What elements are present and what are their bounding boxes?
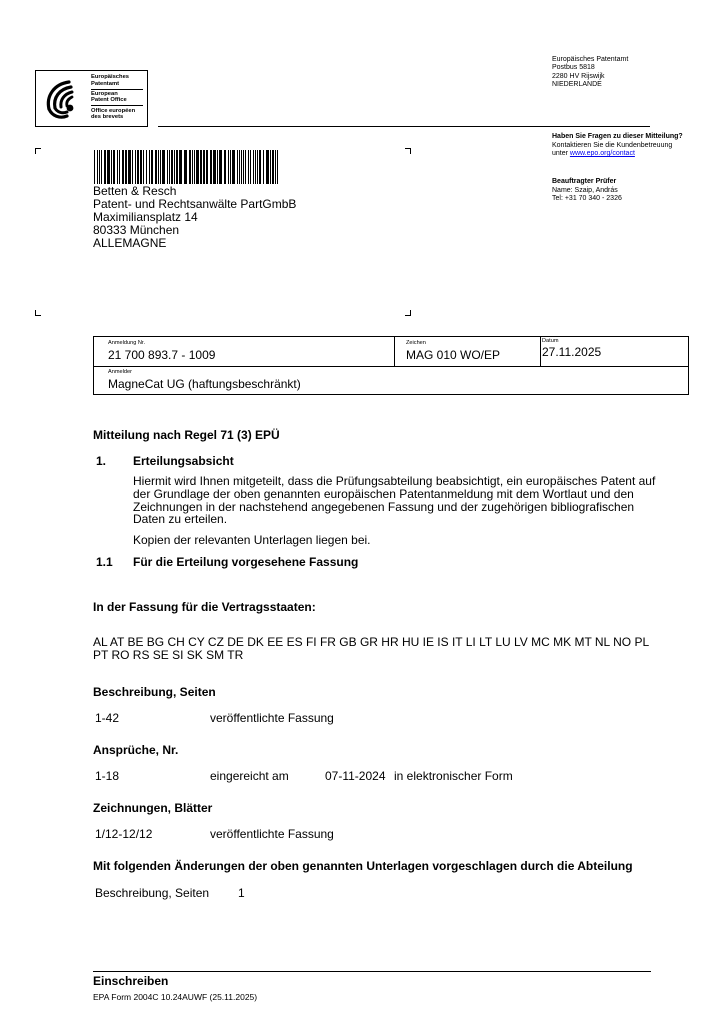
recipient-line: Betten & Resch bbox=[93, 184, 177, 198]
barcode-bar bbox=[210, 150, 212, 184]
drawings-range: 1/12-12/12 bbox=[95, 827, 153, 841]
barcode-bar bbox=[97, 150, 98, 184]
barcode-bar bbox=[155, 150, 157, 184]
section-title: Erteilungsabsicht bbox=[133, 454, 234, 468]
office-address bbox=[552, 56, 628, 89]
paragraph-line: Zeichnungen in der nachstehend angegebenen Fassung und der zugehörigen bibliografischen bbox=[133, 499, 635, 514]
logo-text-fr-1: Office européen bbox=[91, 107, 136, 114]
claims-status: eingereicht am bbox=[210, 769, 289, 783]
logo-text-en-1: European bbox=[91, 90, 118, 97]
examiner-block bbox=[552, 178, 622, 204]
barcode-bar bbox=[217, 150, 218, 184]
barcode-bar bbox=[232, 150, 235, 184]
barcode-bar bbox=[192, 150, 193, 184]
office-postbox: Postbus 5818 bbox=[552, 64, 595, 72]
barcode-bar bbox=[146, 150, 147, 184]
barcode-bar bbox=[230, 150, 231, 184]
recipient-address bbox=[93, 185, 296, 250]
applicant-label: Anmelder bbox=[108, 369, 132, 375]
barcode-bar bbox=[119, 150, 120, 184]
barcode-bar bbox=[253, 150, 254, 184]
barcode-bar bbox=[243, 150, 244, 184]
epo-logo-icon bbox=[40, 76, 86, 122]
reference-label: Zeichen bbox=[406, 340, 426, 346]
drawings-status: veröffentlichte Fassung bbox=[210, 827, 334, 841]
examiner-heading: Beauftragter Prüfer bbox=[552, 178, 617, 185]
header-rule bbox=[158, 126, 650, 127]
table-divider bbox=[94, 366, 688, 367]
logo-text-de-1: Europäisches bbox=[91, 74, 130, 80]
contact-question: Haben Sie Fragen zu dieser Mitteilung? bbox=[552, 133, 683, 140]
description-status: veröffentlichte Fassung bbox=[210, 711, 334, 725]
barcode-bar bbox=[99, 150, 100, 184]
corner-mark bbox=[405, 148, 411, 154]
barcode-bar bbox=[228, 150, 229, 184]
barcode-bar bbox=[179, 150, 182, 184]
logo-text-fr-2: des brevets bbox=[91, 114, 124, 121]
barcode-bar bbox=[140, 150, 142, 184]
corner-mark bbox=[35, 310, 41, 316]
application-number: 21 700 893.7 - 1009 bbox=[108, 348, 216, 362]
barcode-bar bbox=[149, 150, 150, 184]
office-name: Europäisches Patentamt bbox=[552, 56, 629, 63]
barcode-bar bbox=[167, 150, 168, 184]
barcode-bar bbox=[158, 150, 159, 184]
barcode-bar bbox=[104, 150, 106, 184]
recipient-line: 80333 München bbox=[93, 223, 180, 238]
barcode-bar bbox=[117, 150, 118, 184]
barcode-bar bbox=[151, 150, 153, 184]
barcode-bar bbox=[203, 150, 205, 184]
barcode-bar bbox=[213, 150, 216, 184]
applicant-name: MagneCat UG (haftungsbeschränkt) bbox=[108, 377, 301, 391]
barcode-bar bbox=[101, 150, 102, 184]
corner-mark bbox=[405, 310, 411, 316]
postal-barcode bbox=[94, 150, 282, 184]
barcode-bar bbox=[94, 150, 95, 184]
intent-paragraph bbox=[133, 475, 655, 526]
contact-link[interactable]: www.epo.org/contact bbox=[569, 150, 635, 158]
paragraph-line: der Grundlage der oben genannten europäischen Patentanmeldung mit dem Wortlaut und den bbox=[133, 486, 634, 501]
communication-title: Mitteilung nach Regel 71 (3) EPÜ bbox=[93, 428, 280, 442]
application-number-label: Anmeldung Nr. bbox=[108, 340, 146, 346]
barcode-bar bbox=[257, 150, 258, 184]
amendments-heading: Mit folgenden Änderungen der oben genannten Unterlagen vorgeschlagen durch die Abteilung bbox=[93, 859, 633, 873]
corner-mark bbox=[35, 148, 41, 154]
barcode-bar bbox=[111, 150, 112, 184]
contact-link-line bbox=[552, 150, 683, 159]
subsection-title: Für die Erteilung vorgesehene Fassung bbox=[133, 555, 359, 569]
contact-line: Kontaktieren Sie die Kundenbetreuung bbox=[552, 141, 673, 149]
paragraph-line: Daten zu erteilen. bbox=[133, 512, 228, 527]
barcode-bar bbox=[162, 150, 165, 184]
barcode-bar bbox=[135, 150, 136, 184]
barcode-bar bbox=[194, 150, 195, 184]
barcode-bar bbox=[277, 150, 278, 184]
barcode-bar bbox=[270, 150, 271, 184]
barcode-bar bbox=[245, 150, 246, 184]
barcode-bar bbox=[224, 150, 226, 184]
barcode-bar bbox=[200, 150, 202, 184]
barcode-bar bbox=[248, 150, 249, 184]
contracting-states bbox=[93, 636, 649, 662]
barcode-bar bbox=[174, 150, 175, 184]
barcode-bar bbox=[237, 150, 238, 184]
section-number: 1. bbox=[96, 454, 107, 468]
amendment-item: Beschreibung, Seiten bbox=[95, 886, 210, 900]
epo-logo bbox=[35, 70, 148, 127]
barcode-bar bbox=[219, 150, 222, 184]
date-label: Datum bbox=[542, 338, 559, 344]
logo-wordmark bbox=[91, 74, 143, 121]
form-identifier: EPA Form 2004C 10.24AUWF (25.11.2025) bbox=[93, 992, 258, 1002]
subsection-number: 1.1 bbox=[96, 555, 113, 569]
barcode-bar bbox=[275, 150, 276, 184]
contact-block bbox=[552, 133, 683, 159]
description-range: 1-42 bbox=[95, 711, 120, 725]
contact-prefix: unter bbox=[552, 150, 570, 158]
office-country: NIEDERLANDE bbox=[552, 80, 602, 88]
barcode-bar bbox=[263, 150, 264, 184]
examiner-tel: Tel: +31 70 340 - 2326 bbox=[552, 195, 622, 203]
table-divider bbox=[394, 337, 395, 366]
barcode-bar bbox=[206, 150, 208, 184]
claims-form: in elektronischer Form bbox=[394, 769, 513, 783]
reference-table bbox=[93, 336, 689, 395]
barcode-bar bbox=[122, 150, 124, 184]
copies-note: Kopien der relevanten Unterlagen liegen bei. bbox=[133, 533, 371, 547]
logo-text-de-2: Patentamt bbox=[91, 80, 120, 87]
examiner-name: Name: Szaip, András bbox=[552, 186, 618, 194]
office-city: 2280 HV Rijswijk bbox=[552, 72, 605, 80]
barcode-bar bbox=[272, 150, 274, 184]
barcode-bar bbox=[128, 150, 131, 184]
barcode-bar bbox=[255, 150, 256, 184]
barcode-bar bbox=[239, 150, 240, 184]
barcode-bar bbox=[184, 150, 187, 184]
recipient-line: Patent- und Rechtsanwälte PartGmbB bbox=[93, 197, 297, 212]
states-line: PT RO RS SE SI SK SM TR bbox=[93, 647, 244, 662]
logo-text-en-2: Patent Office bbox=[91, 97, 127, 104]
description-heading: Beschreibung, Seiten bbox=[93, 685, 216, 699]
barcode-bar bbox=[113, 150, 115, 184]
barcode-bar bbox=[125, 150, 127, 184]
table-divider bbox=[540, 337, 541, 366]
barcode-bar bbox=[107, 150, 110, 184]
barcode-bar bbox=[189, 150, 191, 184]
claims-date: 07-11-2024 bbox=[325, 769, 386, 783]
registered-mail-label: Einschreiben bbox=[93, 974, 169, 988]
logo-divider bbox=[91, 105, 143, 106]
amendment-pages: 1 bbox=[238, 886, 245, 900]
reference-value: MAG 010 WO/EP bbox=[406, 348, 501, 362]
barcode-bar bbox=[171, 150, 173, 184]
barcode-bar bbox=[176, 150, 178, 184]
recipient-line: Maximiliansplatz 14 bbox=[93, 210, 198, 225]
drawings-heading: Zeichnungen, Blätter bbox=[93, 801, 213, 815]
claims-range: 1-18 bbox=[95, 769, 120, 783]
barcode-bar bbox=[132, 150, 133, 184]
barcode-bar bbox=[137, 150, 139, 184]
barcode-bar bbox=[160, 150, 161, 184]
logo-divider bbox=[91, 89, 143, 90]
barcode-bar bbox=[241, 150, 242, 184]
footer-rule bbox=[93, 971, 651, 972]
barcode-bar bbox=[143, 150, 144, 184]
states-heading: In der Fassung für die Vertragsstaaten: bbox=[93, 600, 316, 614]
barcode-bar bbox=[169, 150, 170, 184]
barcode-bar bbox=[259, 150, 261, 184]
states-line: AL AT BE BG CH CY CZ DE DK EE ES FI FR GB GR HR HU IE IS IT LI LT LU LV MC MK MT NL NO PL bbox=[93, 635, 650, 649]
barcode-bar bbox=[266, 150, 269, 184]
claims-heading: Ansprüche, Nr. bbox=[93, 743, 179, 757]
recipient-line: ALLEMAGNE bbox=[93, 236, 167, 251]
date-value: 27.11.2025 bbox=[542, 345, 602, 359]
barcode-bar bbox=[250, 150, 251, 184]
paragraph-line: Hiermit wird Ihnen mitgeteilt, dass die Prüfungsabteilung beabsichtigt, ein europäisches Patent auf bbox=[133, 474, 656, 488]
barcode-bar bbox=[196, 150, 199, 184]
